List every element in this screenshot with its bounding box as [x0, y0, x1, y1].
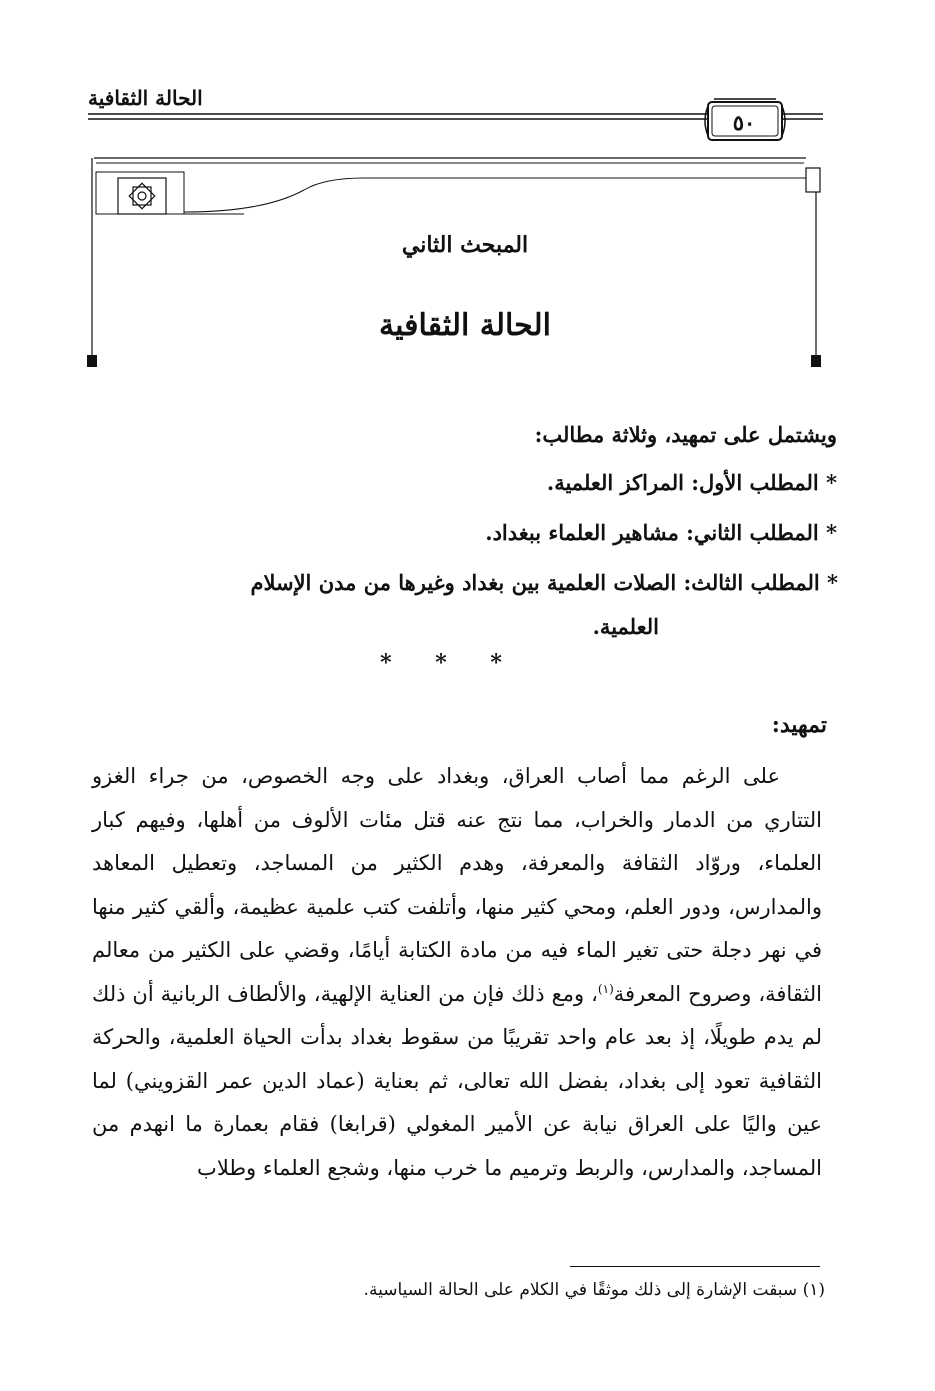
page-number: ٥٠	[732, 109, 756, 135]
list-item: * المطلب الثاني: مشاهير العلماء ببغداد.	[485, 520, 837, 545]
intro-lead: ويشتمل على تمهيد، وثلاثة مطالب:	[534, 422, 837, 447]
section-separator: * * *	[380, 650, 520, 676]
footnote-rule	[570, 1266, 820, 1267]
paragraph	[92, 755, 822, 1190]
chapter-title: الحالة الثقافية	[379, 308, 551, 343]
footnote: (١) سبقت الإشارة إلى ذلك موثقًا في الكلام على الحالة السياسية.	[363, 1280, 825, 1300]
list-item: * المطلب الثالث: الصلات العلمية بين بغداد وغيرها من مدن الإسلام	[250, 570, 838, 595]
body-text	[92, 755, 822, 1190]
section-heading: تمهيد:	[771, 712, 827, 738]
section-label: المبحث الثاني	[401, 232, 529, 258]
running-title: الحالة الثقافية	[88, 86, 203, 110]
list-item: * المطلب الأول: المراكز العلمية.	[546, 470, 837, 495]
footnote-marker: (١)	[597, 981, 614, 996]
paragraph-text: ، ومع ذلك فإن من العناية الإلهية، والألطاف الربانية أن ذلك لم يدم طويلًا، إذ بعد عام واحد تقريبًا من سقوط بغداد بدأت الحياة العلمية، والحركة الثقافية تعود إلى بغداد، بفضل الله تعالى، ثم بعناية (عماد الدين عمر القزويني) لما عين واليًا على العراق نيابة عن الأمير المغولي (قرابغا) فقام بعمارة ما انهدم من المساجد، والمدارس، والربط وترميم ما خرب منها، وشجع العلماء وطلاب	[92, 981, 822, 1180]
paragraph-text: على الرغم مما أصاب العراق، وبغداد على وجه الخصوص، من جراء الغزو التتاري من الدمار والخراب، مما نتج عنه قتل مئات الألوف من أهلها، وفيهم كبار العلماء، وروّاد الثقافة والمعرفة، وهدم الكثير من المساجد، وتعطيل المعاهد والمدارس، ودور العلم، ومحي كثير منها، وأتلفت كتب علمية عظيمة، وألقي كثير منها في نهر دجلة حتى تغير الماء فيه من مادة الكتابة أيامًا، وقضي على الكثير من معالم الثقافة، وصروح المعرفة	[92, 764, 822, 1006]
list-item-continuation: العلمية.	[592, 614, 659, 639]
